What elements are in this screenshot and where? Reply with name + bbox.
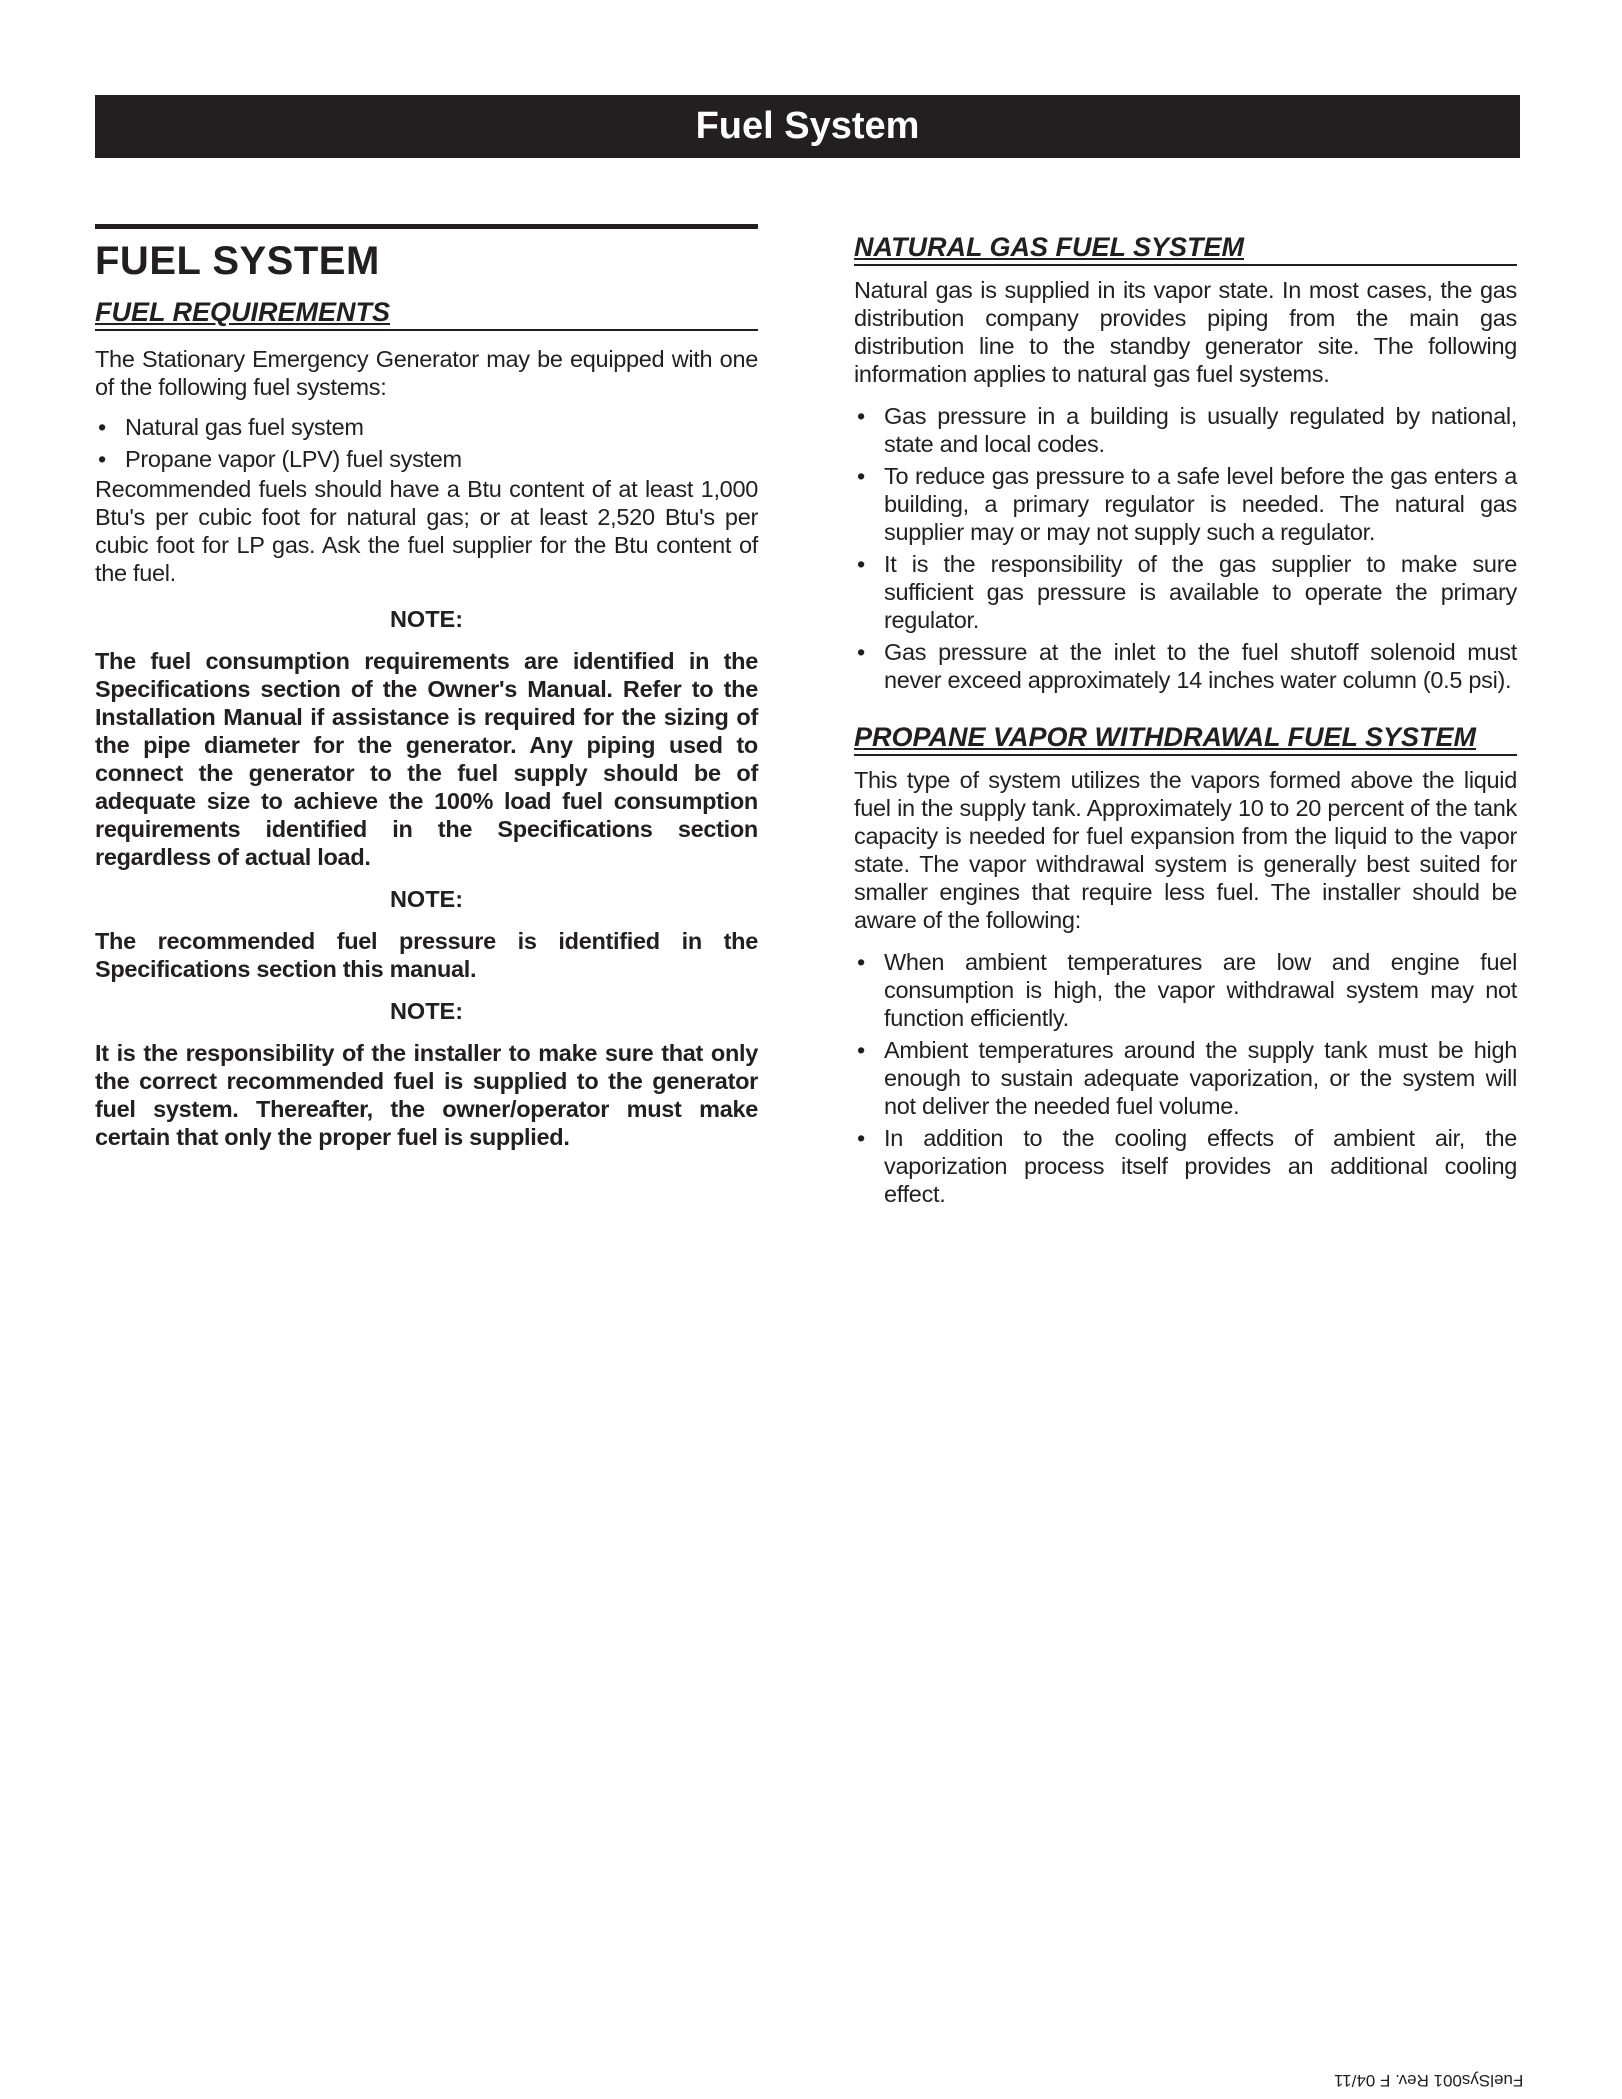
list-item: • Propane vapor (LPV) fuel system xyxy=(98,446,462,472)
propane-list xyxy=(854,948,1517,1208)
propane-intro: This type of system utilizes the vapors formed above the liquid fuel in the supply tank. Approximately 10 to 20 percent of the tank capacity is needed for fuel expansion from the liquid to the vapor state. The vapor withdrawal system is generally best suited for smaller engines that require less fuel. The installer should be aware of the following: xyxy=(854,767,1517,933)
section-title: FUEL SYSTEM xyxy=(95,239,380,283)
bullet-icon: • xyxy=(857,551,865,577)
list-item: • In addition to the cooling effects of ambient air, the vaporization process itself provides an additional cooling effect. xyxy=(857,1125,1517,1207)
note-label: NOTE: xyxy=(389,998,464,1024)
note-label: NOTE: xyxy=(389,606,464,632)
bullet-icon: • xyxy=(857,463,865,489)
fuel-requirements-heading: FUEL REQUIREMENTS xyxy=(95,297,758,331)
natural-gas-heading: NATURAL GAS FUEL SYSTEM xyxy=(854,232,1517,266)
bullet-icon: • xyxy=(98,446,106,472)
btu-paragraph: Recommended fuels should have a Btu content of at least 1,000 Btu's per cubic foot for natural gas; or at least 2,520 Btu's per cubic foot for LP gas. Ask the fuel supplier for the Btu content of the fuel. xyxy=(95,476,758,586)
note-text: The recommended fuel pressure is identified in the Specifications section this manual. xyxy=(95,928,758,982)
list-item: • Natural gas fuel system xyxy=(98,414,364,440)
page-header-title: Fuel System xyxy=(695,105,920,147)
fuel-requirements-intro: The Stationary Emergency Generator may be equipped with one of the following fuel systems: xyxy=(95,346,758,400)
note-label: NOTE: xyxy=(389,886,464,912)
bullet-icon: • xyxy=(857,403,865,429)
list-item: • Gas pressure at the inlet to the fuel shutoff solenoid must never exceed approximately 14 inches water column (0.5 psi). xyxy=(857,639,1517,693)
note-text: The fuel consumption requirements are identified in the Specifications section of the Owner's Manual. Refer to the Installation Manual if assistance is required for the sizing of the pipe diameter for the generator. Any piping used to connect the generator to the fuel supply should be of adequate size to achieve the 100% load fuel consumption requirements identified in the Specifications section regardless of actual load. xyxy=(95,648,758,870)
propane-heading: PROPANE VAPOR WITHDRAWAL FUEL SYSTEM xyxy=(854,722,1517,756)
page-header-banner xyxy=(95,95,1520,158)
list-item: • To reduce gas pressure to a safe level before the gas enters a building, a primary regulator is needed. The natural gas supplier may or may not supply such a regulator. xyxy=(857,463,1517,545)
left-column xyxy=(95,224,758,1151)
bullet-icon: • xyxy=(857,949,865,975)
bullet-icon: • xyxy=(857,1125,865,1151)
natural-gas-list xyxy=(854,402,1517,694)
list-item: • When ambient temperatures are low and engine fuel consumption is high, the vapor withdrawal system may not function efficiently. xyxy=(857,949,1517,1031)
document-code: FuelSys001 Rev. F 04/11 xyxy=(1334,2071,1524,2090)
list-item: • Gas pressure in a building is usually regulated by national, state and local codes. xyxy=(857,403,1517,457)
note-text: It is the responsibility of the installer to make sure that only the correct recommended fuel is supplied to the generator fuel system. Thereafter, the owner/operator must make certain that only the proper fuel is supplied. xyxy=(95,1040,758,1150)
bullet-icon: • xyxy=(857,1037,865,1063)
fuel-options-list xyxy=(95,413,758,473)
natural-gas-intro: Natural gas is supplied in its vapor state. In most cases, the gas distribution company provides piping from the main gas distribution line to the standby generator site. The following information applies to natural gas fuel systems. xyxy=(854,277,1517,387)
right-column xyxy=(854,224,1517,1208)
list-item: • Ambient temperatures around the supply tank must be high enough to sustain adequate vaporization, or the system will not deliver the needed fuel volume. xyxy=(857,1037,1517,1119)
bullet-icon: • xyxy=(857,639,865,665)
bullet-icon: • xyxy=(98,414,106,440)
list-item: • It is the responsibility of the gas supplier to make sure sufficient gas pressure is available to operate the primary regulator. xyxy=(857,551,1517,633)
